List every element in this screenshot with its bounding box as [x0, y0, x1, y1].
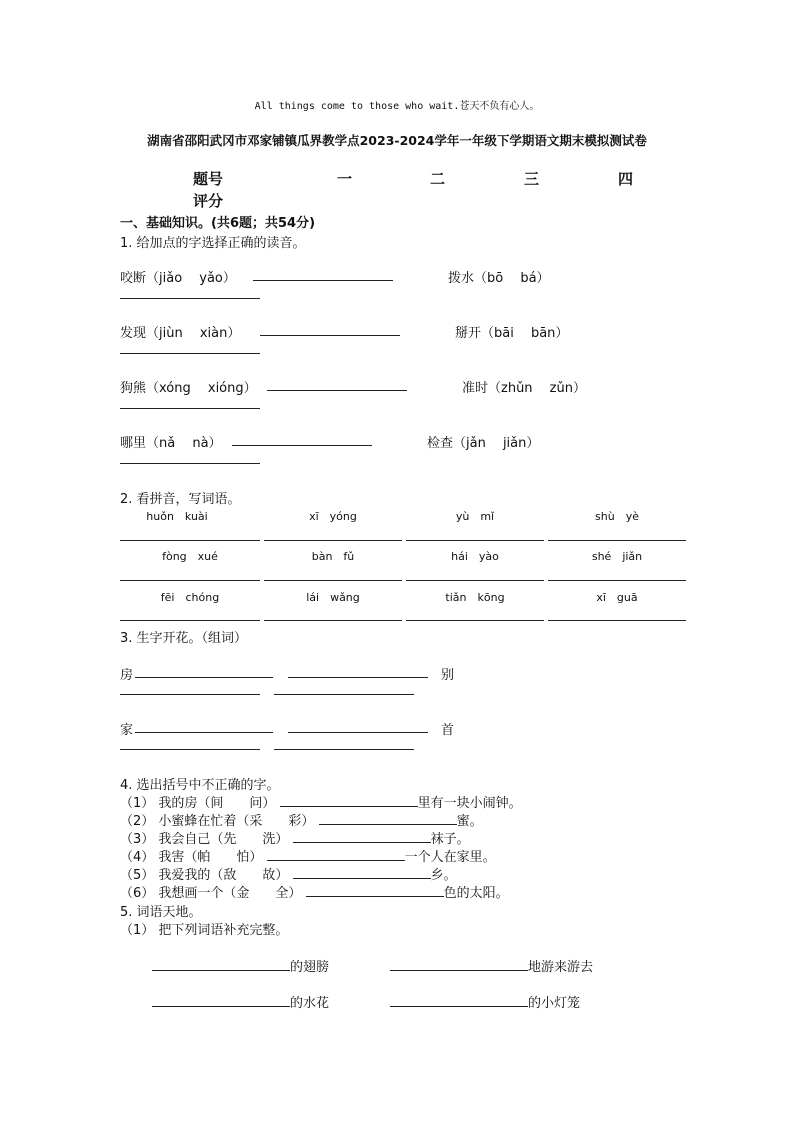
q2-pinyin: fòng xué	[162, 550, 218, 563]
q2-pinyin: tiǎn kōng	[445, 591, 505, 604]
q5-prompt: 5. 词语天地。	[120, 905, 202, 920]
section-heading: 一、基础知识。(共6题；共54分)	[120, 216, 316, 231]
q2-pinyin: fēi chóng	[160, 591, 220, 604]
q4-item-post: 袜子。	[430, 832, 470, 847]
q3-answer-line[interactable]	[274, 694, 414, 695]
q2-answer-line[interactable]	[264, 620, 402, 621]
q2-pinyin: hái yào	[451, 550, 499, 563]
q2-answer-line[interactable]	[264, 580, 402, 581]
score-table-score-label: 评分	[193, 192, 224, 210]
q5-answer[interactable]	[152, 993, 290, 1007]
q2-answer-line[interactable]	[406, 580, 544, 581]
q3-answer-line[interactable]	[288, 732, 428, 733]
q2-answer-line[interactable]	[548, 620, 686, 621]
q4-item-pre: 我会自己（先 洗）	[158, 832, 289, 847]
q4-item	[120, 846, 496, 865]
q1-answer-6[interactable]	[120, 408, 260, 409]
q1-answer-7[interactable]	[232, 445, 372, 446]
q5-item-text: 的水花	[290, 996, 330, 1011]
q2-pinyin: huǒn kuài	[146, 510, 208, 523]
q2-answer-line[interactable]	[406, 620, 544, 621]
q4-item-post: 乡。	[430, 868, 457, 883]
q4-answer[interactable]	[293, 865, 431, 879]
q2-answer-line[interactable]	[406, 540, 544, 541]
q4-item-pre: 我爱我的（敌 故）	[158, 868, 289, 883]
q4-item	[120, 864, 457, 883]
q5-item-text: 的小灯笼	[528, 996, 581, 1011]
q4-item-num: （4）	[120, 850, 155, 865]
q3-char-2: 别	[441, 668, 455, 683]
q5-item	[152, 992, 329, 1011]
q4-item-pre: 小蜜蜂在忙着（采 彩）	[158, 814, 315, 829]
q1-answer-1[interactable]	[253, 280, 393, 281]
q2-pinyin: xī guā	[596, 591, 638, 604]
q3-answer-line[interactable]	[274, 749, 414, 750]
q4-answer[interactable]	[280, 793, 418, 807]
score-col-4: 四	[618, 170, 634, 188]
q2-pinyin: yù mǐ	[455, 510, 495, 523]
q1-item-8: 检查（jǎn jiǎn）	[427, 436, 540, 451]
q1-answer-8[interactable]	[120, 463, 260, 464]
q5-answer[interactable]	[152, 957, 290, 971]
q5-answer[interactable]	[390, 993, 528, 1007]
q4-answer[interactable]	[319, 811, 457, 825]
q2-answer-line[interactable]	[120, 580, 260, 581]
q1-answer-3[interactable]	[260, 335, 400, 336]
q1-item-6: 准时（zhǔn zǔn）	[462, 381, 586, 396]
score-col-1: 一	[337, 170, 353, 188]
q2-answer-line[interactable]	[548, 580, 686, 581]
q2-pinyin: shù yè	[595, 510, 639, 523]
q5-item	[390, 992, 580, 1011]
q1-item-5: 狗熊（xóng xióng）	[120, 381, 257, 396]
q1-item-4: 掰开（bāi bān）	[455, 326, 569, 341]
q5-answer[interactable]	[390, 957, 528, 971]
q1-item-2: 拨水（bō bá）	[448, 271, 550, 286]
q3-char-4: 首	[441, 723, 455, 738]
q4-item-num: （2）	[120, 814, 155, 829]
q3-answer-line[interactable]	[120, 749, 260, 750]
q3-answer-line[interactable]	[120, 694, 260, 695]
q2-answer-line[interactable]	[120, 540, 260, 541]
q4-item-post: 色的太阳。	[443, 886, 509, 901]
q4-item	[120, 792, 522, 811]
q3-prompt: 3. 生字开花。（组词）	[120, 631, 248, 646]
q1-answer-5[interactable]	[267, 390, 407, 391]
q1-answer-4[interactable]	[120, 353, 260, 354]
q4-item	[120, 810, 483, 829]
q1-item-7: 哪里（nǎ nà）	[120, 436, 222, 451]
q4-item-post: 蜜。	[456, 814, 483, 829]
q5-item-text: 的翅膀	[290, 960, 330, 975]
q4-item-post: 里有一块小闹钟。	[417, 796, 522, 811]
q1-item-1: 咬断（jiǎo yǎo）	[120, 271, 236, 286]
q3-char-1: 房	[120, 668, 134, 683]
q4-item-num: （6）	[120, 886, 155, 901]
q4-item-num: （5）	[120, 868, 155, 883]
q3-char-3: 家	[120, 723, 134, 738]
q4-item-num: （1）	[120, 796, 155, 811]
q1-prompt: 1. 给加点的字选择正确的读音。	[120, 236, 306, 251]
q3-answer-line[interactable]	[135, 732, 273, 733]
q4-item-pre: 我的房（间 问）	[158, 796, 276, 811]
q4-item-num: （3）	[120, 832, 155, 847]
q4-answer[interactable]	[306, 883, 444, 897]
q2-pinyin: xī yóng	[309, 510, 357, 523]
q2-answer-line[interactable]	[548, 540, 686, 541]
q4-answer[interactable]	[293, 829, 431, 843]
q2-pinyin: bàn fǔ	[311, 550, 355, 563]
q2-pinyin: lái wǎng	[306, 591, 360, 604]
q3-answer-line[interactable]	[288, 677, 428, 678]
q4-item-pre: 我害（帕 怕）	[158, 850, 263, 865]
score-col-3: 三	[524, 170, 540, 188]
q5-item	[390, 956, 593, 975]
q4-item-post: 一个人在家里。	[404, 850, 496, 865]
q4-item-pre: 我想画一个（金 全）	[158, 886, 302, 901]
q3-answer-line[interactable]	[135, 677, 273, 678]
q2-pinyin: shé jiǎn	[591, 550, 643, 563]
q4-prompt: 4. 选出括号中不正确的字。	[120, 778, 280, 793]
q1-answer-2[interactable]	[120, 298, 260, 299]
q4-answer[interactable]	[267, 847, 405, 861]
q4-item	[120, 882, 509, 901]
q2-prompt: 2. 看拼音，写词语。	[120, 492, 241, 507]
q4-item	[120, 828, 470, 847]
score-table-question-label: 题号	[193, 170, 224, 188]
page-title: 湖南省邵阳武冈市邓家铺镇瓜界教学点2023-2024学年一年级下学期语文期末模拟测试卷	[147, 133, 647, 148]
q5-item	[152, 956, 329, 975]
q1-item-3: 发现（jiùn xiàn）	[120, 326, 241, 341]
q2-answer-line[interactable]	[264, 540, 402, 541]
q5-sub1: （1） 把下列词语补充完整。	[120, 923, 289, 938]
score-col-2: 二	[430, 170, 446, 188]
q2-answer-line[interactable]	[120, 620, 260, 621]
q5-item-text: 地游来游去	[528, 960, 594, 975]
motto: All things come to those who wait.苍天不负有心人。	[254, 101, 540, 112]
